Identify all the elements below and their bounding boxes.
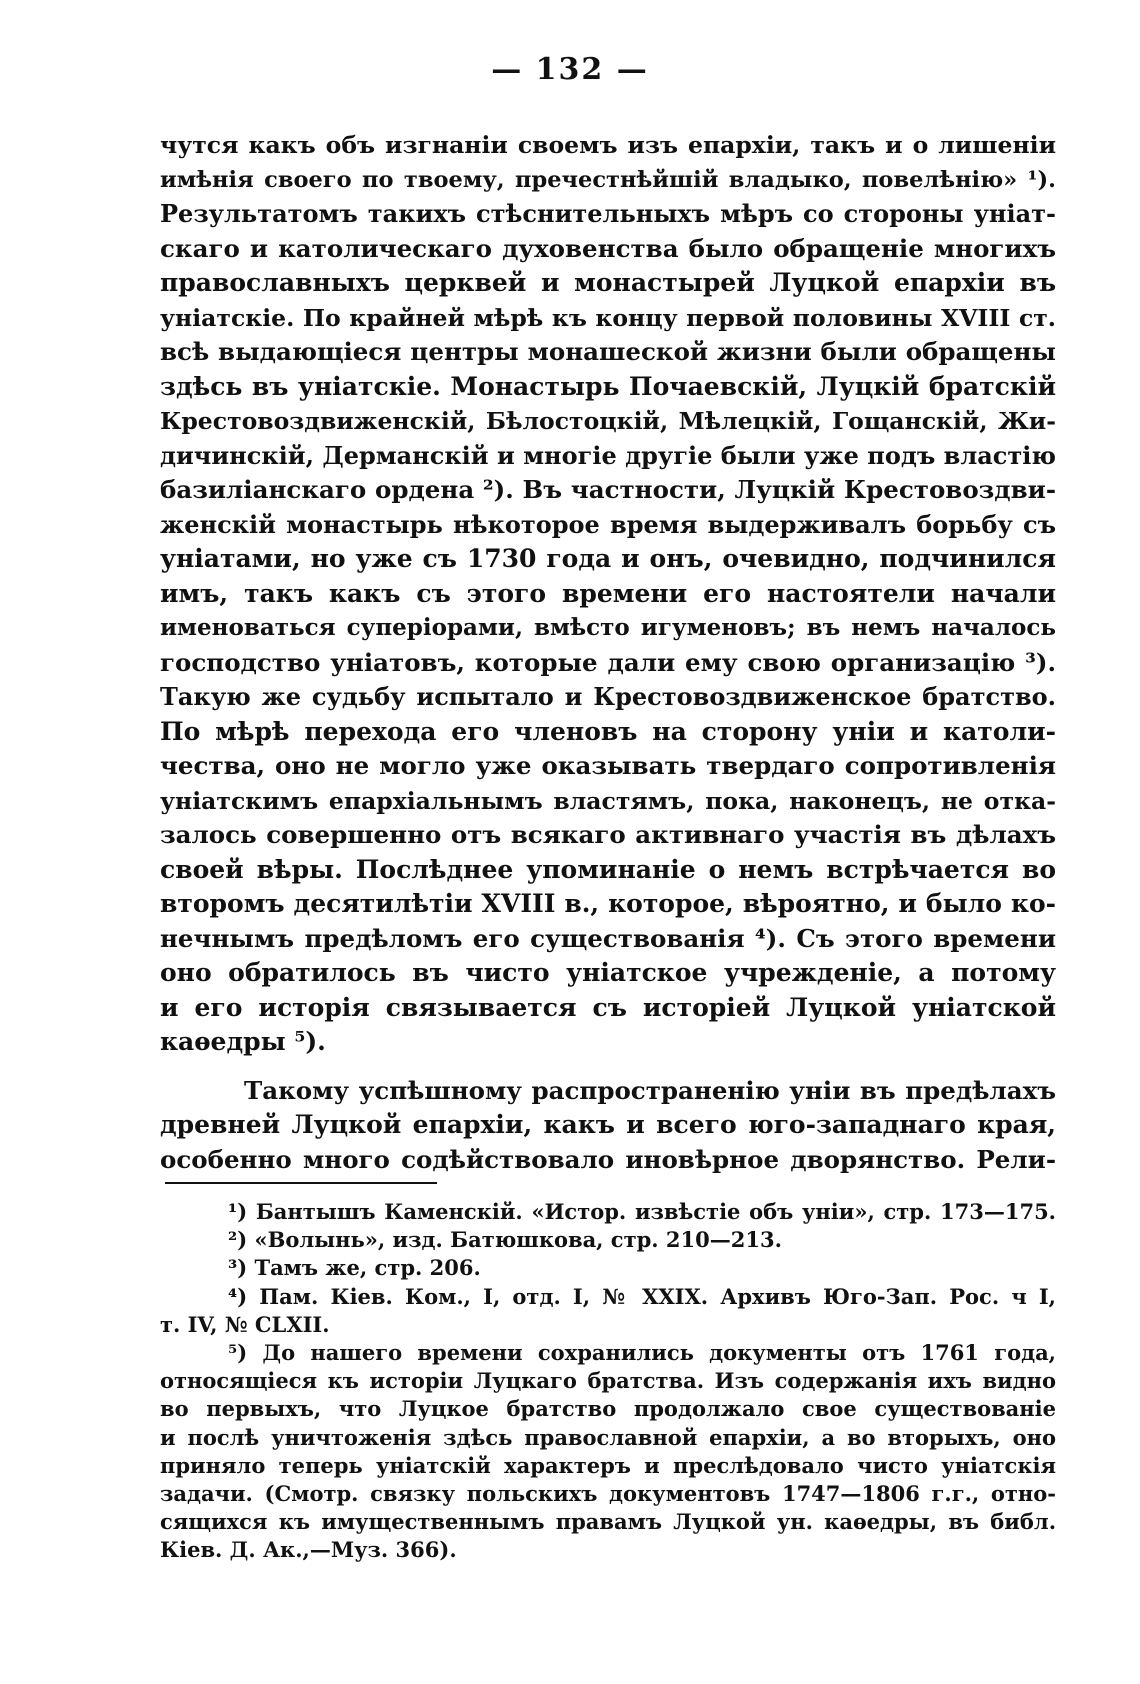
text-line: чутся какъ объ изгнаніи своемъ изъ епархіи, такъ и о лишеніи	[160, 131, 1056, 159]
footnote-line: во первыхъ, что Луцкое братство продолжало свое существованіе	[160, 1396, 1056, 1422]
footnote-line: Кіев. Д. Ак.,—Муз. 366).	[160, 1537, 457, 1563]
paragraph-1	[160, 128, 1056, 1060]
text-line: базиліанскаго ордена ²). Въ частности, Луцкій Крестовоздви-	[160, 475, 1056, 504]
text-line: древней Луцкой епархіи, какъ и всего юго-западнаго края,	[160, 1110, 1056, 1139]
footnote-2	[160, 1226, 1056, 1254]
footnote-line: ⁴) Пам. Кіев. Ком., I, отд. I, № XXIX. Архивъ Юго-Зап. Рос. ч I,	[228, 1283, 1056, 1309]
text-line: нечнымъ предѣломъ его существованія ⁴). Съ этого времени	[160, 923, 1056, 953]
footnote-3	[160, 1254, 1056, 1282]
text-line: именоваться суперіорами, вмѣсто игуменовъ; въ немъ началось	[160, 614, 1056, 641]
text-line: господство уніатовъ, которые дали ему свою организацію ³).	[160, 647, 1056, 677]
footnote-line: ¹) Бантышъ Каменскій. «Истор. извѣстіе объ уніи», стр. 173—175.	[228, 1199, 1056, 1224]
text-line: каѳедры ⁵).	[160, 1027, 326, 1056]
footnote-line: ⁵) До нашего времени сохранились документы отъ 1761 года,	[228, 1339, 1056, 1365]
footnote-line: относящіеся къ исторіи Луцкаго братства. Изъ содержанія ихъ видно	[160, 1368, 1056, 1394]
footnote-line: и послѣ уничтоженія здѣсь православной епархіи, а во вторыхъ, оно	[160, 1424, 1056, 1450]
text-line: залось совершенно отъ всякаго активнаго участія въ дѣлахъ	[160, 820, 1056, 849]
text-line: особенно много содѣйствовало иновѣрное дворянство. Рели-	[160, 1144, 1056, 1174]
text-line: дичинскій, Дерманскій и многіе другіе были уже подъ властію	[160, 440, 1056, 470]
text-line: второмъ десятилѣтіи XVIII в., которое, вѣроятно, и было ко-	[160, 889, 1056, 918]
footnote-line: ²) «Волынь», изд. Батюшкова, стр. 210—213.	[228, 1227, 782, 1253]
main-text	[160, 128, 1056, 1177]
text-line: православныхъ церквей и монастырей Луцкой епархіи въ	[160, 268, 1056, 297]
footnotes	[160, 1198, 1056, 1564]
text-line: Такую же судьбу испытало и Крестовоздвиженское братство.	[160, 682, 1056, 711]
footnote-line: приняло теперь уніатскій характеръ и преслѣдовало чисто уніатскія	[160, 1452, 1056, 1478]
text-line: уніатскіе. По крайней мѣрѣ къ концу первой половины XVIII ст.	[160, 303, 1056, 332]
paragraph-2	[160, 1074, 1056, 1178]
text-line: оно обратилось въ чисто уніатское учрежденіе, а потому	[160, 958, 1056, 987]
text-line: Такому успѣшному распространенію уніи въ предѣлахъ	[244, 1075, 1056, 1105]
text-line: По мѣрѣ перехода его членовъ на сторону уніи и католи-	[160, 716, 1056, 746]
footnote-line: т. IV, № CLXII.	[160, 1311, 330, 1337]
text-line: здѣсь въ уніатскіе. Монастырь Почаевскій, Луцкій братскій	[160, 371, 1056, 401]
text-line: имѣнія своего по твоему, пречестнѣйшій владыко, повелѣнію» ¹).	[160, 166, 1056, 193]
footnote-divider	[165, 1182, 437, 1184]
footnote-5	[160, 1339, 1056, 1565]
text-line: своей вѣры. Послѣднее упоминаніе о немъ встрѣчается во	[160, 854, 1056, 884]
text-line: Результатомъ такихъ стѣснительныхъ мѣръ со стороны уніат-	[160, 199, 1056, 228]
text-line: женскій монастырь нѣкоторое время выдерживалъ борьбу съ	[160, 509, 1056, 539]
text-line: Крестовоздвиженскій, Бѣлостоцкій, Мѣлецкій, Гощанскій, Жи-	[160, 407, 1056, 435]
text-line: и его исторія связывается съ исторіей Луцкой уніатской	[160, 992, 1056, 1022]
paragraph-gap	[160, 1060, 1056, 1074]
text-line: чества, оно не могло уже оказывать твердаго сопротивленія	[160, 751, 1056, 780]
footnote-1	[160, 1198, 1056, 1226]
text-line: имъ, такъ какъ съ этого времени его настоятели начали	[160, 578, 1056, 608]
footnote-line: задачи. (Смотр. связку польскихъ документовъ 1747—1806 г.г., отно-	[160, 1480, 1056, 1506]
text-line: всѣ выдающіеся центры монашеской жизни были обращены	[160, 337, 1056, 366]
footnote-4	[160, 1283, 1056, 1339]
text-line: уніатскимъ епархіальнымъ властямъ, пока, наконецъ, не отка-	[160, 786, 1056, 815]
footnote-line: ³) Тамъ же, стр. 206.	[228, 1255, 481, 1281]
footnote-line: сящихся къ имущественнымъ правамъ Луцкой ун. каѳедры, въ библ.	[160, 1509, 1056, 1535]
text-line: скаго и католическаго духовенства было обращеніе многихъ	[160, 233, 1056, 263]
text-line: уніатами, но уже съ 1730 года и онъ, очевидно, подчинился	[160, 544, 1056, 573]
page-number: — 132 —	[491, 52, 649, 87]
